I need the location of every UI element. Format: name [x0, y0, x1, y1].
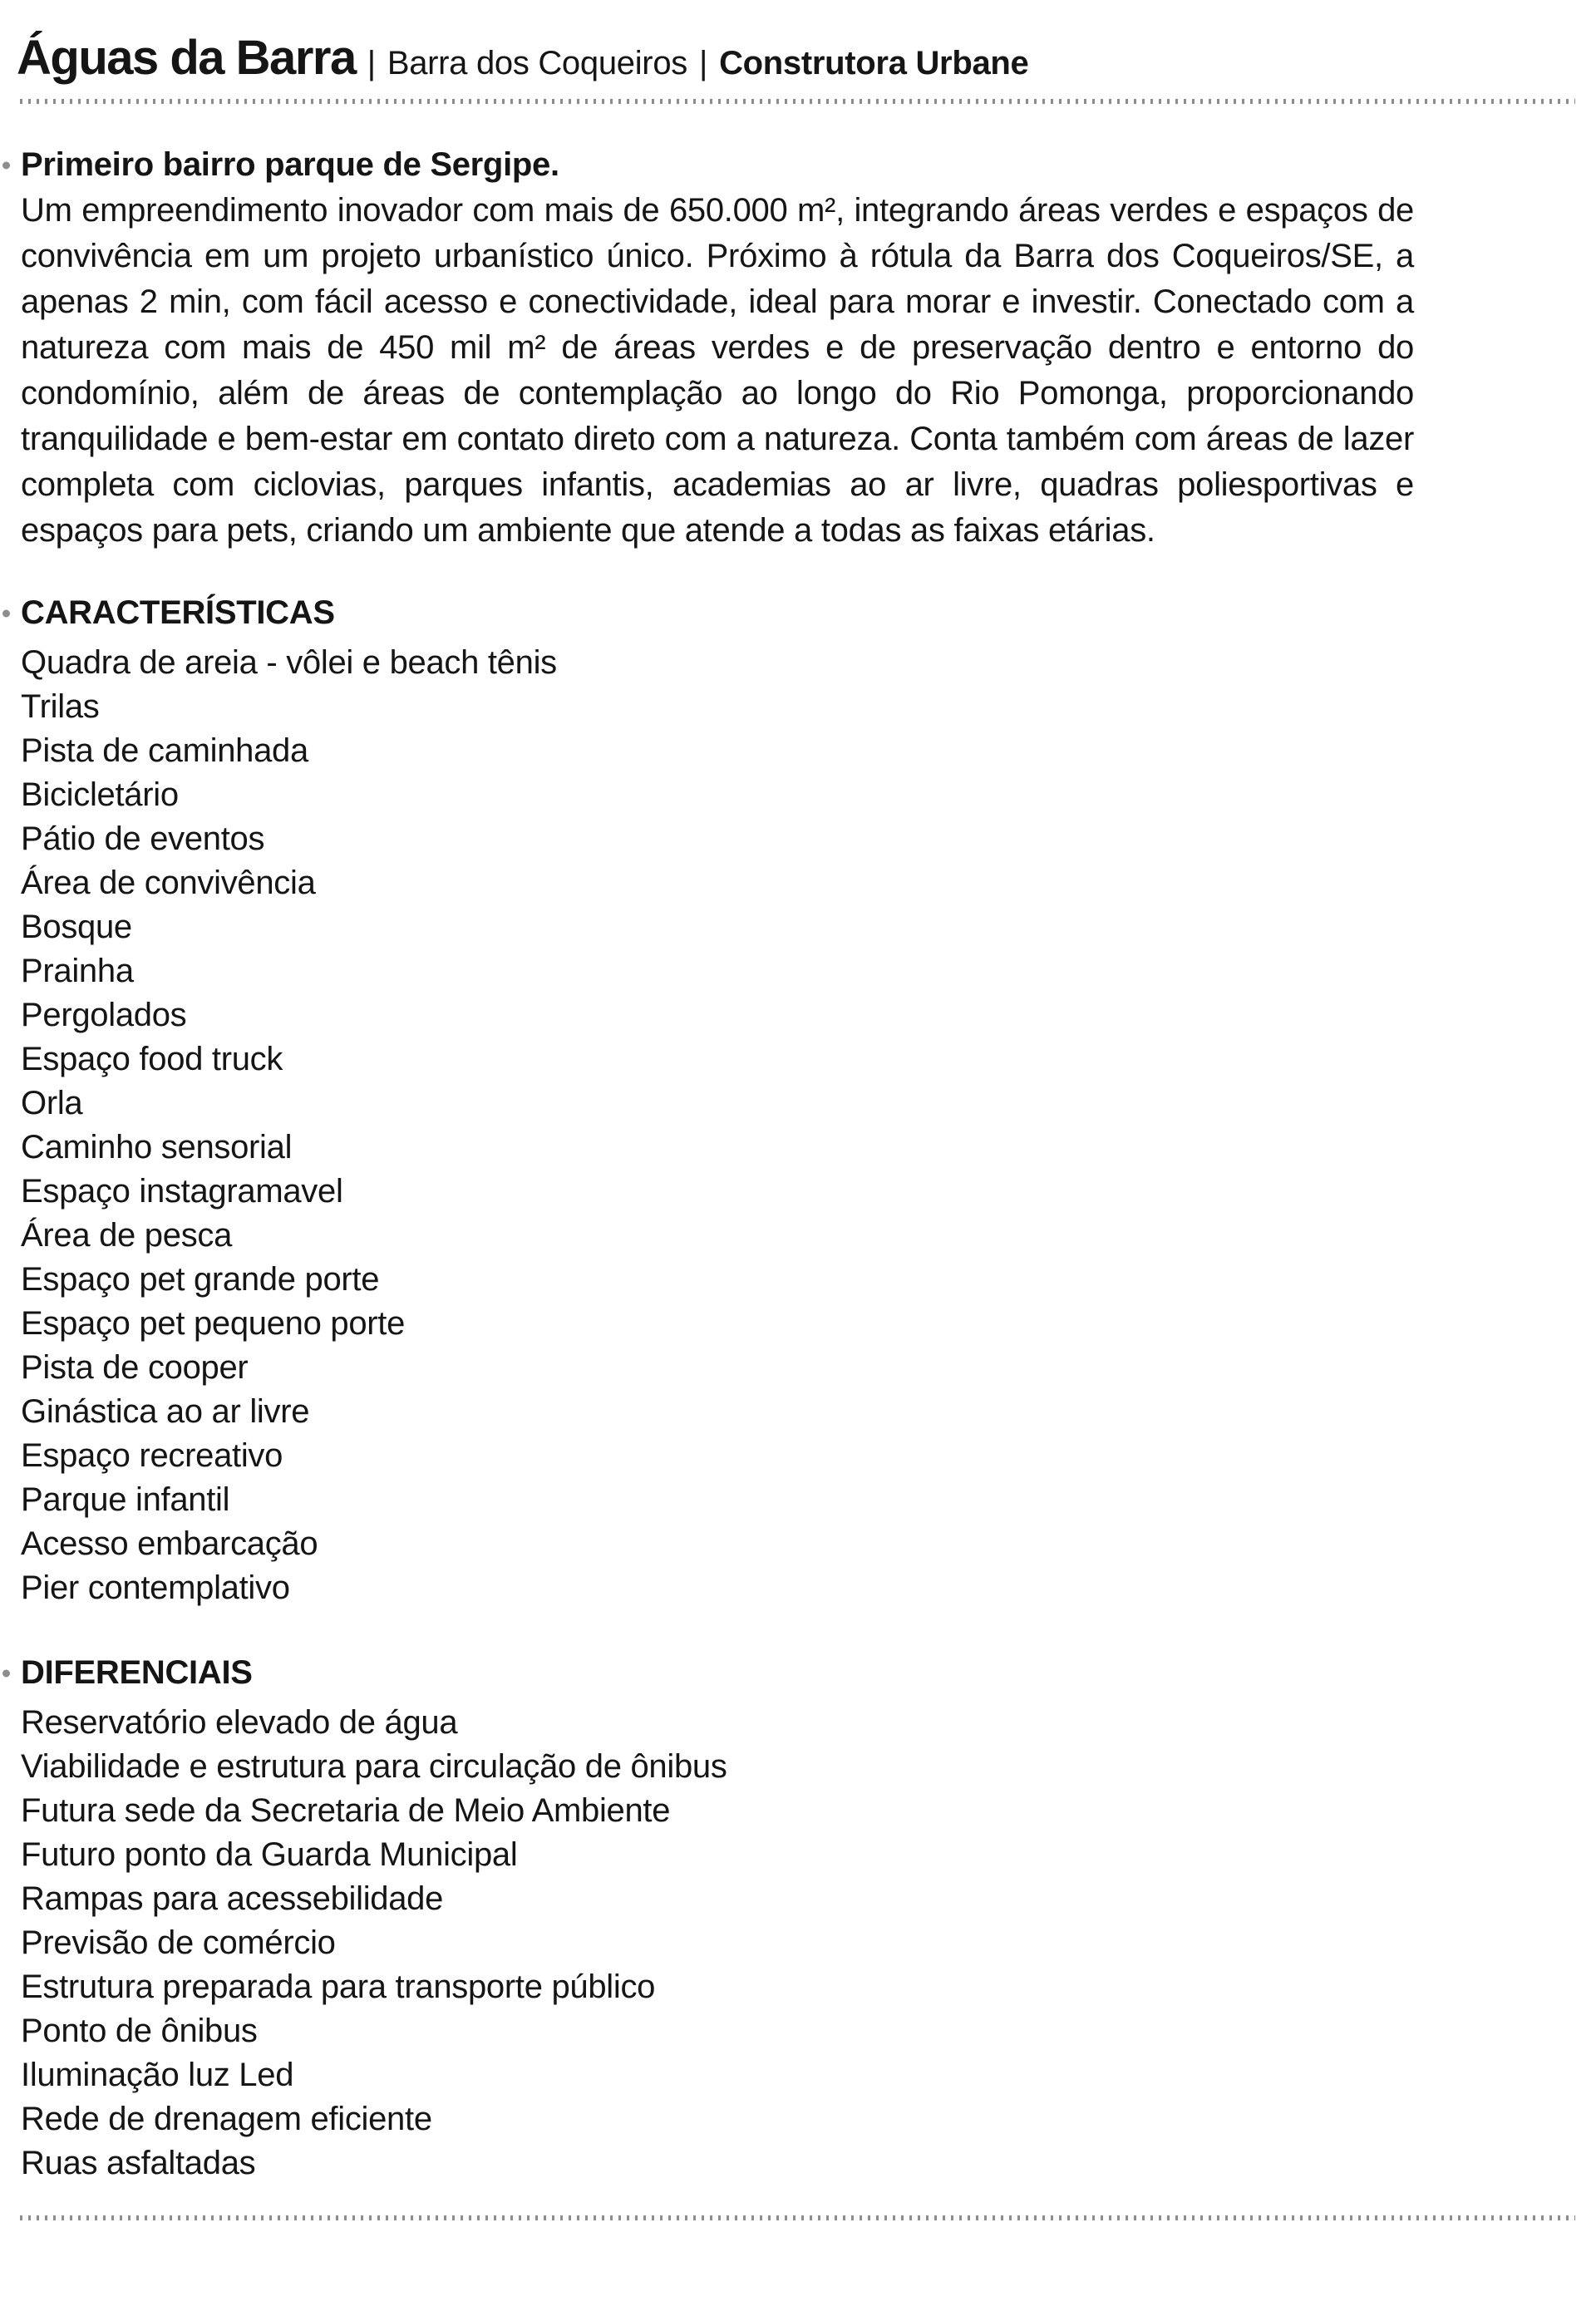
intro-section — [0, 142, 1414, 554]
feature-item: Espaço pet pequeno porte — [21, 1305, 406, 1342]
feature-item: Acesso embarcação — [21, 1525, 318, 1562]
feature-item: Ginástica ao ar livre — [21, 1393, 310, 1430]
intro-heading: Primeiro bairro parque de Sergipe. — [0, 142, 1414, 188]
feature-item: Bicicletário — [21, 776, 179, 813]
caracteristicas-section — [0, 590, 1596, 1610]
feature-item: Espaço pet grande porte — [21, 1261, 380, 1298]
feature-item: Área de convivência — [21, 865, 316, 901]
feature-item: Trilas — [21, 688, 100, 725]
header-separator: | — [367, 45, 376, 81]
diferenciais-list — [0, 1701, 1596, 2185]
feature-item: Orla — [21, 1085, 83, 1121]
page-title: Águas da Barra — [17, 31, 356, 85]
feature-item: Bosque — [21, 909, 132, 945]
feature-item: Pergolados — [21, 997, 187, 1033]
differential-item: Reservatório elevado de água — [21, 1704, 458, 1741]
differential-item: Rede de drenagem eficiente — [21, 2101, 432, 2137]
dotted-divider-top — [20, 99, 1575, 104]
differential-item: Viabilidade e estrutura para circulação de ônibus — [21, 1748, 727, 1785]
header-separator: | — [698, 45, 708, 81]
header-location: Barra dos Coqueiros — [387, 45, 687, 81]
feature-item: Caminho sensorial — [21, 1129, 293, 1165]
header — [0, 0, 1596, 86]
dotted-divider-bottom — [20, 2215, 1575, 2220]
feature-item: Pier contemplativo — [21, 1569, 290, 1606]
feature-item: Área de pesca — [21, 1217, 233, 1254]
feature-item: Pista de caminhada — [21, 732, 308, 769]
feature-item: Espaço recreativo — [21, 1437, 283, 1474]
diferenciais-section — [0, 1650, 1596, 2185]
feature-item: Espaço food truck — [21, 1041, 283, 1077]
feature-item: Prainha — [21, 953, 134, 989]
header-company: Construtora Urbane — [719, 45, 1029, 81]
differential-item: Iluminação luz Led — [21, 2057, 294, 2093]
differential-item: Estrutura preparada para transporte público — [21, 1969, 656, 2005]
differential-item: Futura sede da Secretaria de Meio Ambiente — [21, 1792, 671, 1829]
caracteristicas-list — [0, 641, 1596, 1610]
feature-item: Quadra de areia - vôlei e beach tênis — [21, 644, 557, 681]
differential-item: Rampas para acessebilidade — [21, 1880, 444, 1917]
differential-item: Futuro ponto da Guarda Municipal — [21, 1836, 518, 1873]
diferenciais-heading: DIFERENCIAIS — [0, 1650, 1596, 1696]
feature-item: Espaço instagramavel — [21, 1173, 343, 1210]
feature-item: Pátio de eventos — [21, 820, 265, 857]
intro-paragraph: Um empreendimento inovador com mais de 650.000 m², integrando áreas verdes e espaços de convivência em um projeto urbanístico único. Próximo à rótula da Barra dos Coqueiros/SE, a apenas 2 min, com fácil acesso e conectividade, ideal para morar e investir. Conectado com a natureza com mais de 450 mil m² de áreas verdes e de preservação dentro e entorno do condomínio, além de áreas de contemplação ao longo do Rio Pomonga, proporcionando tranquilidade e bem-estar em contato direto com a natureza. Conta também com áreas de lazer completa com ciclovias, parques infantis, academias ao ar livre, quadras poliesportivas e espaços para pets, criando um ambiente que atende a todas as faixas etárias. — [21, 192, 1414, 549]
caracteristicas-heading: CARACTERÍSTICAS — [0, 590, 1596, 636]
feature-item: Pista de cooper — [21, 1349, 249, 1386]
differential-item: Previsão de comércio — [21, 1924, 336, 1961]
feature-item: Parque infantil — [21, 1481, 230, 1518]
differential-item: Ruas asfaltadas — [21, 2145, 256, 2181]
differential-item: Ponto de ônibus — [21, 2013, 258, 2049]
